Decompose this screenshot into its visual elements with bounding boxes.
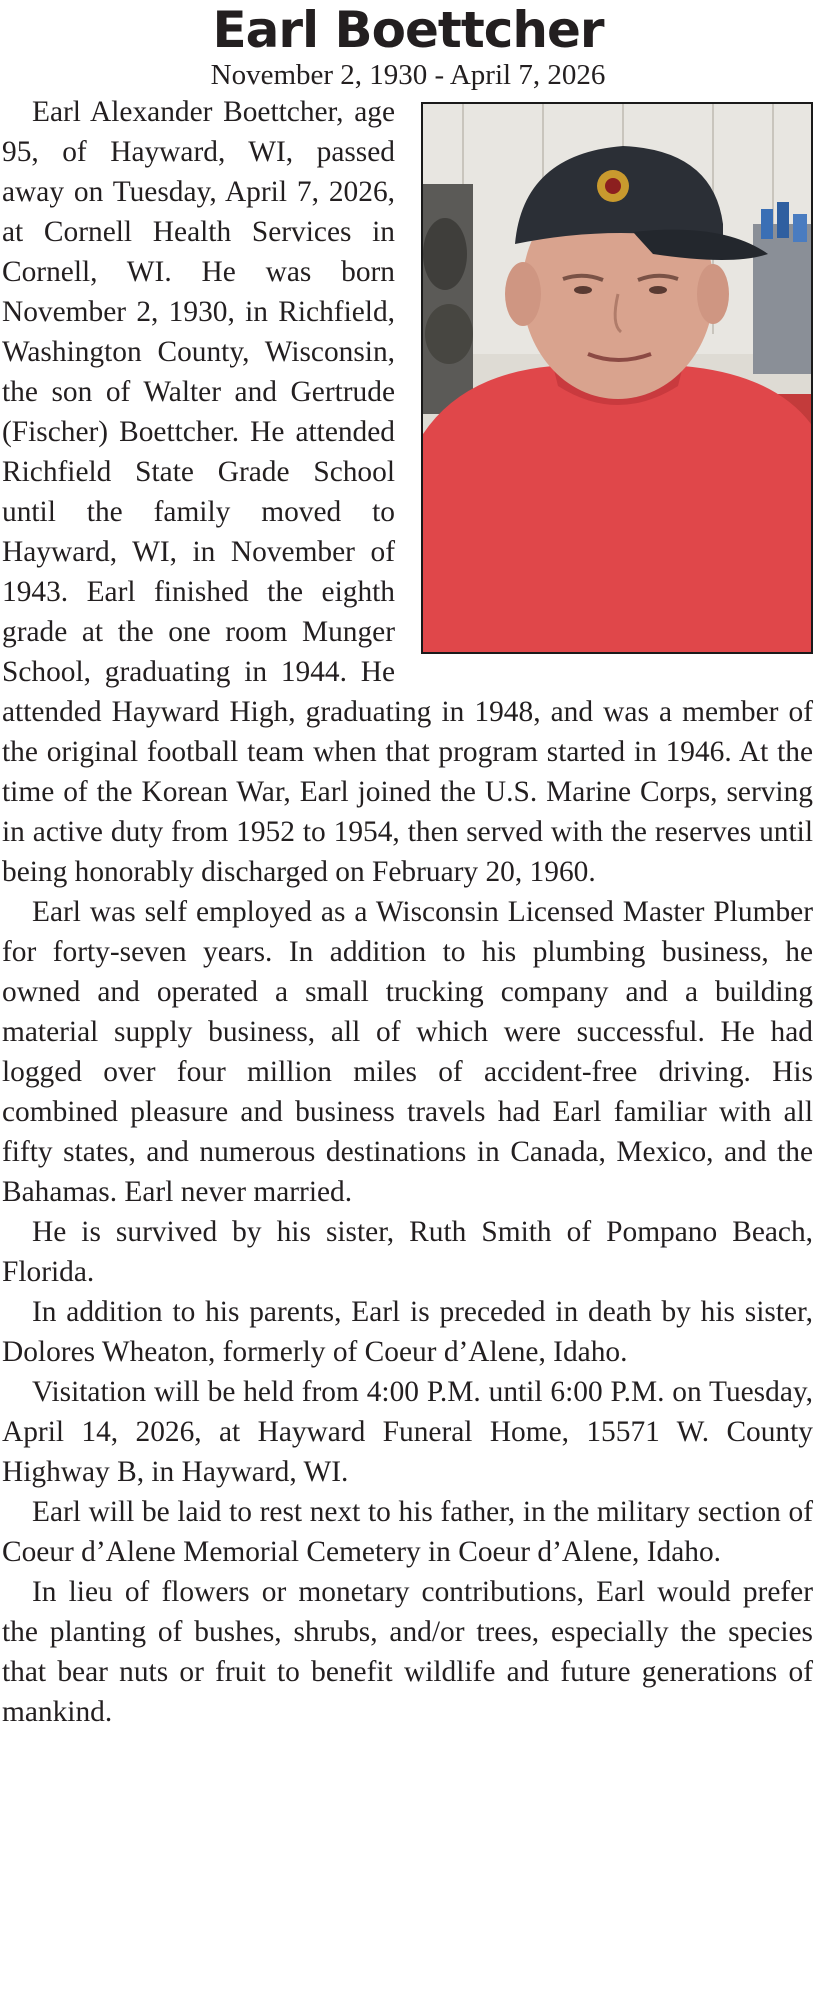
obituary-paragraph-7: In lieu of flowers or monetary contributions, Earl would prefer the planting of bushes, shrubs, and/or trees, especially the species that bear nuts or fruit to benefit wildlife and future generations of mankind.	[2, 1576, 813, 1728]
portrait-illustration	[423, 104, 811, 652]
portrait-photo	[421, 102, 813, 654]
obituary-name: Earl Boettcher	[212, 1, 604, 59]
obituary-body	[2, 92, 813, 1732]
obituary-paragraph-3: He is survived by his sister, Ruth Smith of Pompano Beach, Florida.	[2, 1216, 813, 1288]
obituary-paragraph-6: Earl will be laid to rest next to his father, in the military section of Coeur d’Alene Memorial Cemetery in Coeur d’Alene, Idaho.	[2, 1496, 813, 1568]
obituary-paragraph-5: Visitation will be held from 4:00 P.M. until 6:00 P.M. on Tuesday, April 14, 2026, at Hayward Funeral Home, 15571 W. County Highway B, in Hayward, WI.	[2, 1376, 813, 1488]
obituary-paragraph-1: Earl Alexander Boettcher, age 95, of Hayward, WI, passed away on Tuesday, April 7, 2026, at Cornell Health Services in Cornell, WI. He was born November 2, 1930, in Richfield, Washington County, Wisconsin, the son of Walter and Gertrude (Fischer) Boettcher. He attended Richfield State Grade School until the family moved to Hayward, WI, in November of 1943. Earl finished the eighth grade at the one room Munger School, graduating in 1944. He attended Hayward High, graduating in 1948, and was a member of the original football team when that program started in 1946. At the time of the Korean War, Earl joined the U.S. Marine Corps, serving in active duty from 1952 to 1954, then served with the reserves until being honorably discharged on February 20, 1960.	[2, 96, 813, 888]
obituary-dates: November 2, 1930 - April 7, 2026	[210, 59, 606, 91]
obituary-paragraph-4: In addition to his parents, Earl is preceded in death by his sister, Dolores Wheaton, formerly of Coeur d’Alene, Idaho.	[2, 1296, 813, 1368]
obituary-paragraph-2: Earl was self employed as a Wisconsin Licensed Master Plumber for forty-seven years. In addition to his plumbing business, he owned and operated a small trucking company and a building material supply business, all of which were successful. He had logged over four million miles of accident-free driving. His combined pleasure and business travels had Earl familiar with all fifty states, and numerous destinations in Canada, Mexico, and the Bahamas. Earl never married.	[2, 896, 813, 1208]
